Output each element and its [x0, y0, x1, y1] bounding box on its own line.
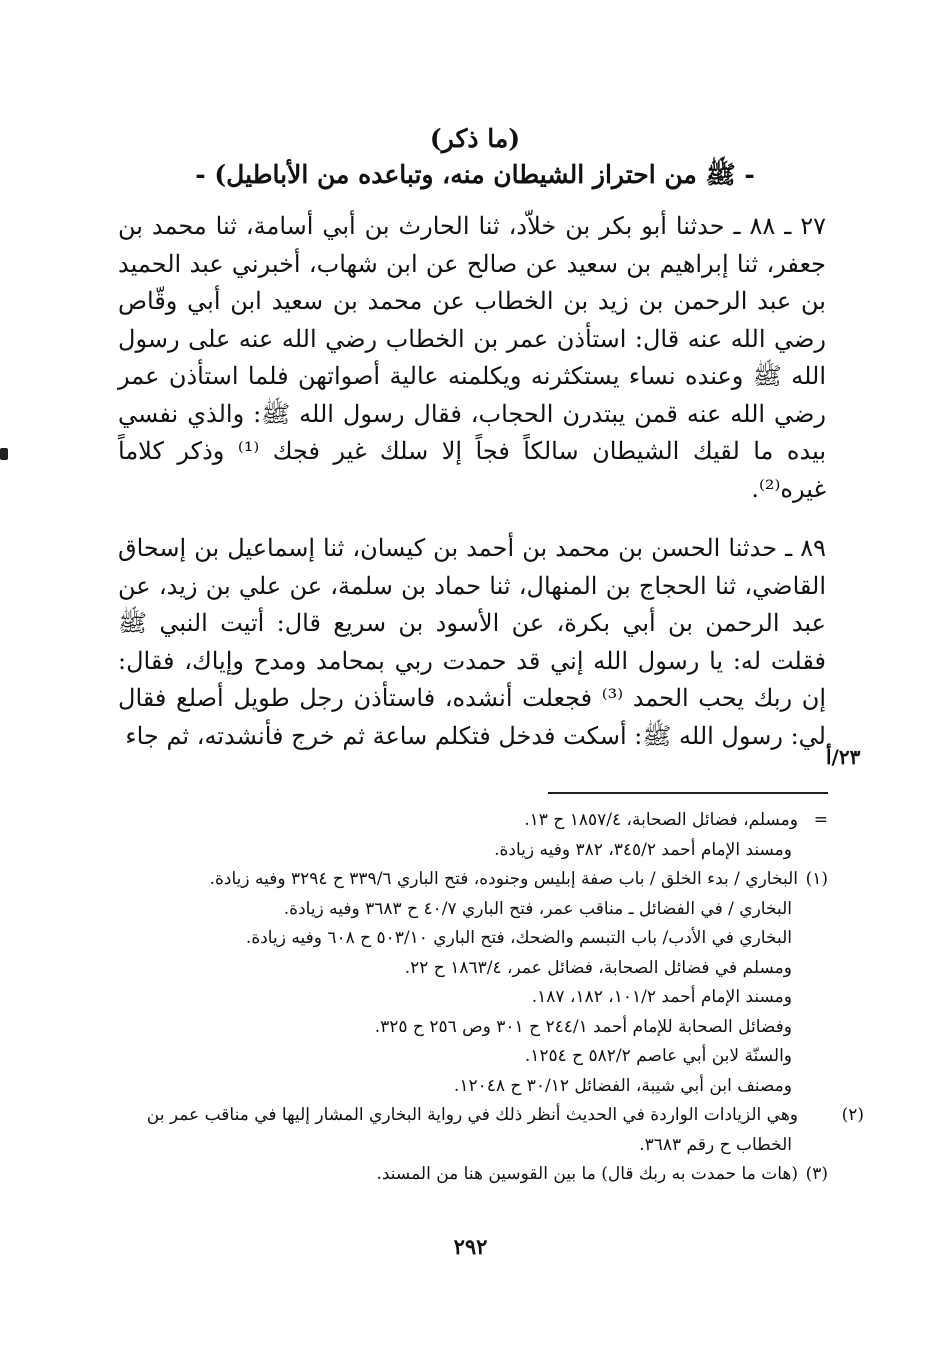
footnote-1-line: ومسلم في فضائل الصحابة، فضائل عمر، ١٨٦٣/٤ ح ٢٢. — [404, 957, 792, 978]
footnote-2 — [112, 1101, 864, 1160]
chapter-heading-line-2: - ﷺ من احتراز الشيطان منه، وتباعده من الأباطيل) - — [195, 160, 755, 189]
footnote-3 — [112, 1160, 828, 1190]
hadith-89-paragraph — [118, 530, 826, 755]
footnote-1-line: البخاري / في الفضائل ـ مناقب عمر، فتح الباري ٤٠/٧ ح ٣٦٨٣ وفيه زيادة. — [283, 898, 792, 919]
footnote-1-marker: (١) — [805, 869, 828, 889]
scan-edge-mark — [0, 448, 8, 460]
footnote-continuation-line: ومسند الإمام أحمد ٣٤٥/٢، ٣٨٢ وفيه زيادة. — [494, 839, 792, 860]
footnote-2-text: وهي الزيادات الواردة في الحديث أنظر ذلك في رواية البخاري المشار إليها في مناقب عمر بن الخطاب ح رقم ٣٦٨٣. — [146, 1105, 798, 1155]
footnotes-section — [112, 806, 864, 1190]
footnote-1-line: ومصنف ابن أبي شيبة، الفضائل ٣٠/١٢ ح ١٢٠٤٨. — [453, 1075, 792, 1096]
footnote-1-line: ومسند الإمام أحمد ١٠١/٢، ١٨٢، ١٨٧. — [531, 987, 792, 1007]
footnote-separator — [548, 792, 828, 794]
footnote-continuation-marker: = — [813, 810, 828, 830]
page-number: ٢٩٢ — [453, 1234, 488, 1259]
manuscript-folio-note: ٢٣/أ — [826, 745, 861, 769]
footnote-3-text: (هات ما حمدت به ربك قال) ما بين القوسين هنا من المسند. — [376, 1164, 798, 1184]
footnote-3-marker: (٣) — [805, 1164, 828, 1184]
footnote-1-line — [112, 865, 828, 895]
footnote-continuation-text-1: ومسلم، فضائل الصحابة، ١٨٥٧/٤ ح ١٣. — [524, 810, 798, 830]
footnote-1-line: والسنّة لابن أبي عاصم ٥٨٢/٢ ح ١٢٥٤. — [524, 1046, 792, 1066]
hadith-27-text: ٢٧ ـ ٨٨ ـ حدثنا أبو بكر بن خلاّد، ثنا الحارث بن أبي أسامة، ثنا محمد بن جعفر، ثنا إبراهيم بن سعيد عن صالح عن ابن شهاب، أخبرني عبد الحميد بن عبد الرحمن بن زيد بن الخطاب عن محمد بن سعيد ابن أبي وقّاص رضي الله عنه قال: استأذن عمر بن الخطاب رضي الله عنه على رسول الله ﷺ وعنده نساء يستكثرنه ويكلمنه عالية أصواتهن فلما استأذن عمر رضي الله عنه قمن يبتدرن الحجاب، فقال رسول الله ﷺ: والذي نفسي بيده ما لقيك الشيطان سالكاً فجاً إلا سلك غير فجك ⁽¹⁾ وذكر كلاماً غيره⁽²⁾. — [118, 212, 827, 503]
footnote-1-line: البخاري في الأدب/ باب التبسم والضحك، فتح الباري ٥٠٣/١٠ ح ٦٠٨ وفيه زيادة. — [245, 928, 792, 948]
footnote-1-text: البخاري / بدء الخلق / باب صفة إبليس وجنوده، فتح الباري ٣٣٩/٦ ح ٣٢٩٤ وفيه زيادة. — [209, 869, 798, 889]
hadith-27-paragraph — [118, 208, 826, 508]
footnote-1-line: وفضائل الصحابة للإمام أحمد ٢٤٤/١ ح ٣٠١ وص ٢٥٦ ح ٣٢٥. — [374, 1016, 792, 1037]
hadith-89-text: ٨٩ ـ حدثنا الحسن بن محمد بن أحمد بن كيسان، ثنا إسماعيل بن إسحاق القاضي، ثنا الحجاج بن المنهال، ثنا حماد بن سلمة، عن علي بن زيد، عن عبد الرحمن بن أبي بكرة، عن الأسود بن سريع قال: أتيت النبي ﷺ فقلت له: يا رسول الله إني قد حمدت ربي بمحامد ومدح وإياك، فقال: إن ربك يحب الحمد ⁽³⁾ فجعلت أنشده، فاستأذن رجل طويل أصلع فقال لي: رسول الله ﷺ: أسكت فدخل فتكلم ساعة ثم خرج فأنشدته، ثم جاء — [118, 534, 827, 750]
footnote-continuation-line — [112, 806, 828, 836]
chapter-heading-line-1: (ما ذكر) — [429, 124, 521, 153]
footnote-2-marker: (٢) — [841, 1105, 864, 1125]
